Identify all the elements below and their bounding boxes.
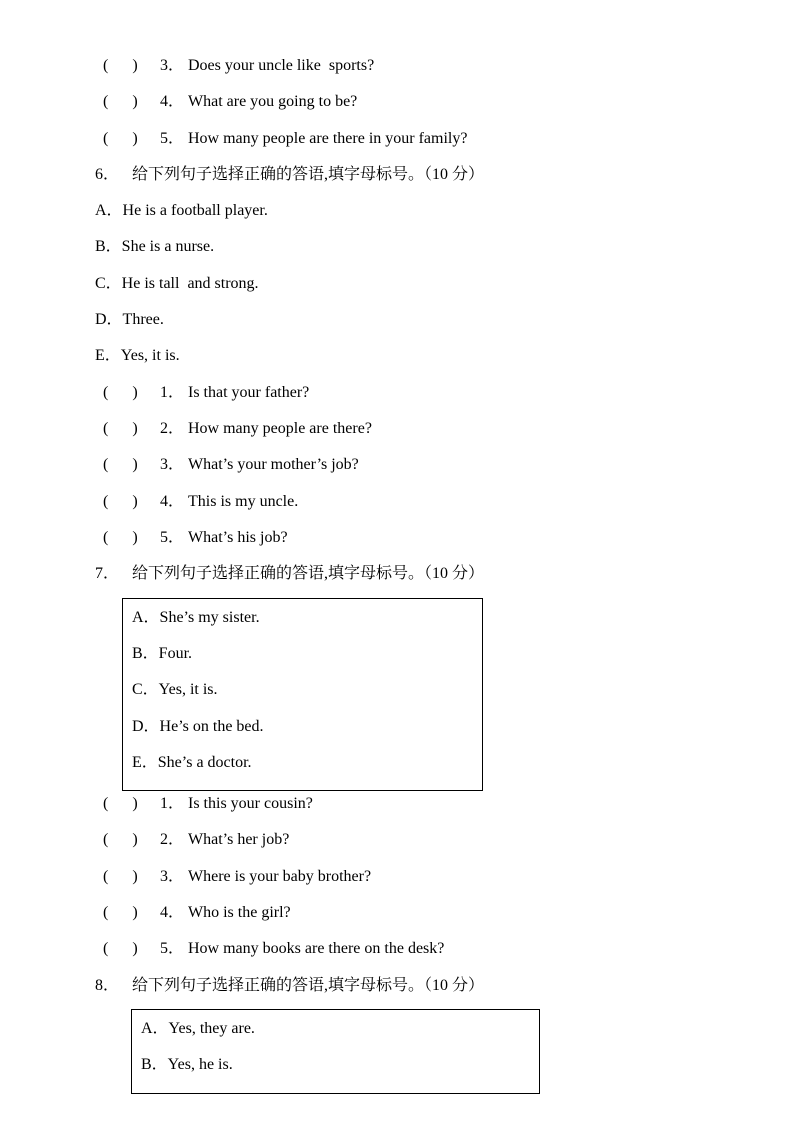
- option-line: A．She’s my sister.: [132, 609, 260, 626]
- question-text: What’s your mother’s job?: [188, 456, 359, 473]
- question-number: 4．: [160, 493, 185, 510]
- question-text: Does your uncle like sports?: [188, 57, 375, 74]
- question-text: Who is the girl?: [188, 904, 291, 921]
- section-title: 给下列句子选择正确的答语,填字母标号。（10 分）: [132, 166, 485, 183]
- question-line: [103, 492, 298, 512]
- question-text: What’s her job?: [188, 831, 290, 848]
- question-text: Is that your father?: [188, 384, 310, 401]
- question-text: Where is your baby brother?: [188, 868, 372, 885]
- answer-blank: ( ): [103, 493, 138, 510]
- section-number: 8．: [95, 977, 120, 994]
- question-line: [103, 903, 291, 923]
- section-6-heading: [95, 165, 484, 185]
- question-line: [103, 56, 374, 76]
- answer-blank: ( ): [103, 420, 138, 437]
- question-line: [103, 830, 289, 850]
- question-line: [103, 528, 288, 548]
- question-line: [103, 867, 371, 887]
- question-number: 4．: [160, 904, 185, 921]
- section-7-heading: [95, 564, 484, 584]
- question-number: 1．: [160, 795, 185, 812]
- option-line: D．Three.: [95, 311, 164, 328]
- question-line: [103, 129, 467, 149]
- question-text: This is my uncle.: [188, 493, 299, 510]
- answer-blank: ( ): [103, 130, 138, 147]
- question-text: How many people are there in your family?: [188, 130, 468, 147]
- question-number: 5．: [160, 529, 185, 546]
- question-number: 1．: [160, 384, 185, 401]
- question-line: [103, 419, 372, 439]
- question-text: Is this your cousin?: [188, 795, 313, 812]
- section-8-heading: [95, 976, 484, 996]
- section-title: 给下列句子选择正确的答语,填字母标号。（10 分）: [132, 565, 485, 582]
- option-line: B．Four.: [132, 645, 193, 662]
- option-line: E．She’s a doctor.: [132, 754, 252, 771]
- option-line: C．He is tall and strong.: [95, 275, 259, 292]
- answer-blank: ( ): [103, 940, 138, 957]
- option-line: A．Yes, they are.: [141, 1020, 255, 1037]
- option-line: D．He’s on the bed.: [132, 718, 264, 735]
- question-line: [103, 92, 357, 112]
- option-line: B．She is a nurse.: [95, 238, 215, 255]
- question-text: How many books are there on the desk?: [188, 940, 445, 957]
- question-number: 3．: [160, 868, 185, 885]
- answer-blank: ( ): [103, 456, 138, 473]
- answer-blank: ( ): [103, 529, 138, 546]
- answer-blank: ( ): [103, 57, 138, 74]
- option-line: B．Yes, he is.: [141, 1056, 233, 1073]
- option-line: E．Yes, it is.: [95, 347, 180, 364]
- answer-blank: ( ): [103, 795, 138, 812]
- section-title: 给下列句子选择正确的答语,填字母标号。（10 分）: [132, 977, 485, 994]
- answer-blank: ( ): [103, 93, 138, 110]
- question-number: 5．: [160, 940, 185, 957]
- options-box: [122, 598, 483, 791]
- question-number: 3．: [160, 57, 185, 74]
- options-box: [131, 1009, 540, 1094]
- answer-blank: ( ): [103, 831, 138, 848]
- answer-blank: ( ): [103, 868, 138, 885]
- question-number: 4．: [160, 93, 185, 110]
- question-number: 2．: [160, 420, 185, 437]
- question-line: [103, 939, 444, 959]
- question-number: 5．: [160, 130, 185, 147]
- question-number: 2．: [160, 831, 185, 848]
- question-line: [103, 794, 313, 814]
- question-text: What’s his job?: [188, 529, 288, 546]
- question-number: 3．: [160, 456, 185, 473]
- section-number: 6．: [95, 166, 120, 183]
- option-line: C．Yes, it is.: [132, 681, 218, 698]
- answer-blank: ( ): [103, 384, 138, 401]
- question-text: What are you going to be?: [188, 93, 358, 110]
- question-line: [103, 455, 359, 475]
- answer-blank: ( ): [103, 904, 138, 921]
- option-line: A．He is a football player.: [95, 202, 268, 219]
- question-line: [103, 383, 309, 403]
- question-text: How many people are there?: [188, 420, 372, 437]
- section-number: 7．: [95, 565, 120, 582]
